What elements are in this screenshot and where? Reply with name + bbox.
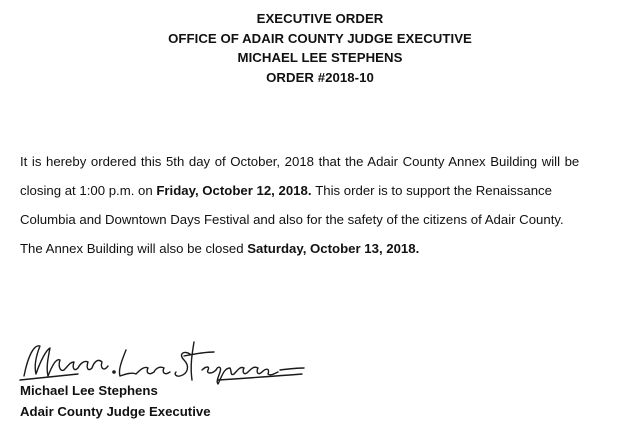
second-closure-date-bold: Saturday, October 13, 2018. xyxy=(247,241,420,256)
body-line-4-text-a: The Annex Building will also be closed xyxy=(20,241,244,256)
header-office: OFFICE OF ADAIR COUNTY JUDGE EXECUTIVE xyxy=(168,30,472,46)
handwritten-signature xyxy=(18,336,308,386)
order-body xyxy=(20,147,620,263)
body-line-2-text-b: This order is to support the Renaissance xyxy=(315,183,552,198)
signer-title: Adair County Judge Executive xyxy=(20,404,211,419)
body-line-1-text: It is hereby ordered this 5th day of October, 2018 that the Adair County Annex Building will be xyxy=(20,154,580,169)
closing-date-bold: Friday, October 12, 2018. xyxy=(156,183,312,198)
body-line-3-text: Columbia and Downtown Days Festival and also for the safety of the citizens of Adair County. xyxy=(20,212,564,227)
body-line-2-text-a: closing at 1:00 p.m. on xyxy=(20,183,153,198)
body-line-4 xyxy=(20,234,620,263)
header-order-number: ORDER #2018-10 xyxy=(266,69,374,85)
header-title: EXECUTIVE ORDER xyxy=(256,11,384,26)
document-header xyxy=(0,9,640,87)
body-line-2 xyxy=(20,176,620,205)
body-line-1 xyxy=(20,147,620,176)
header-official-name: MICHAEL LEE STEPHENS xyxy=(237,50,403,65)
body-line-3 xyxy=(20,205,620,234)
signer-printed-name: Michael Lee Stephens xyxy=(20,383,158,398)
